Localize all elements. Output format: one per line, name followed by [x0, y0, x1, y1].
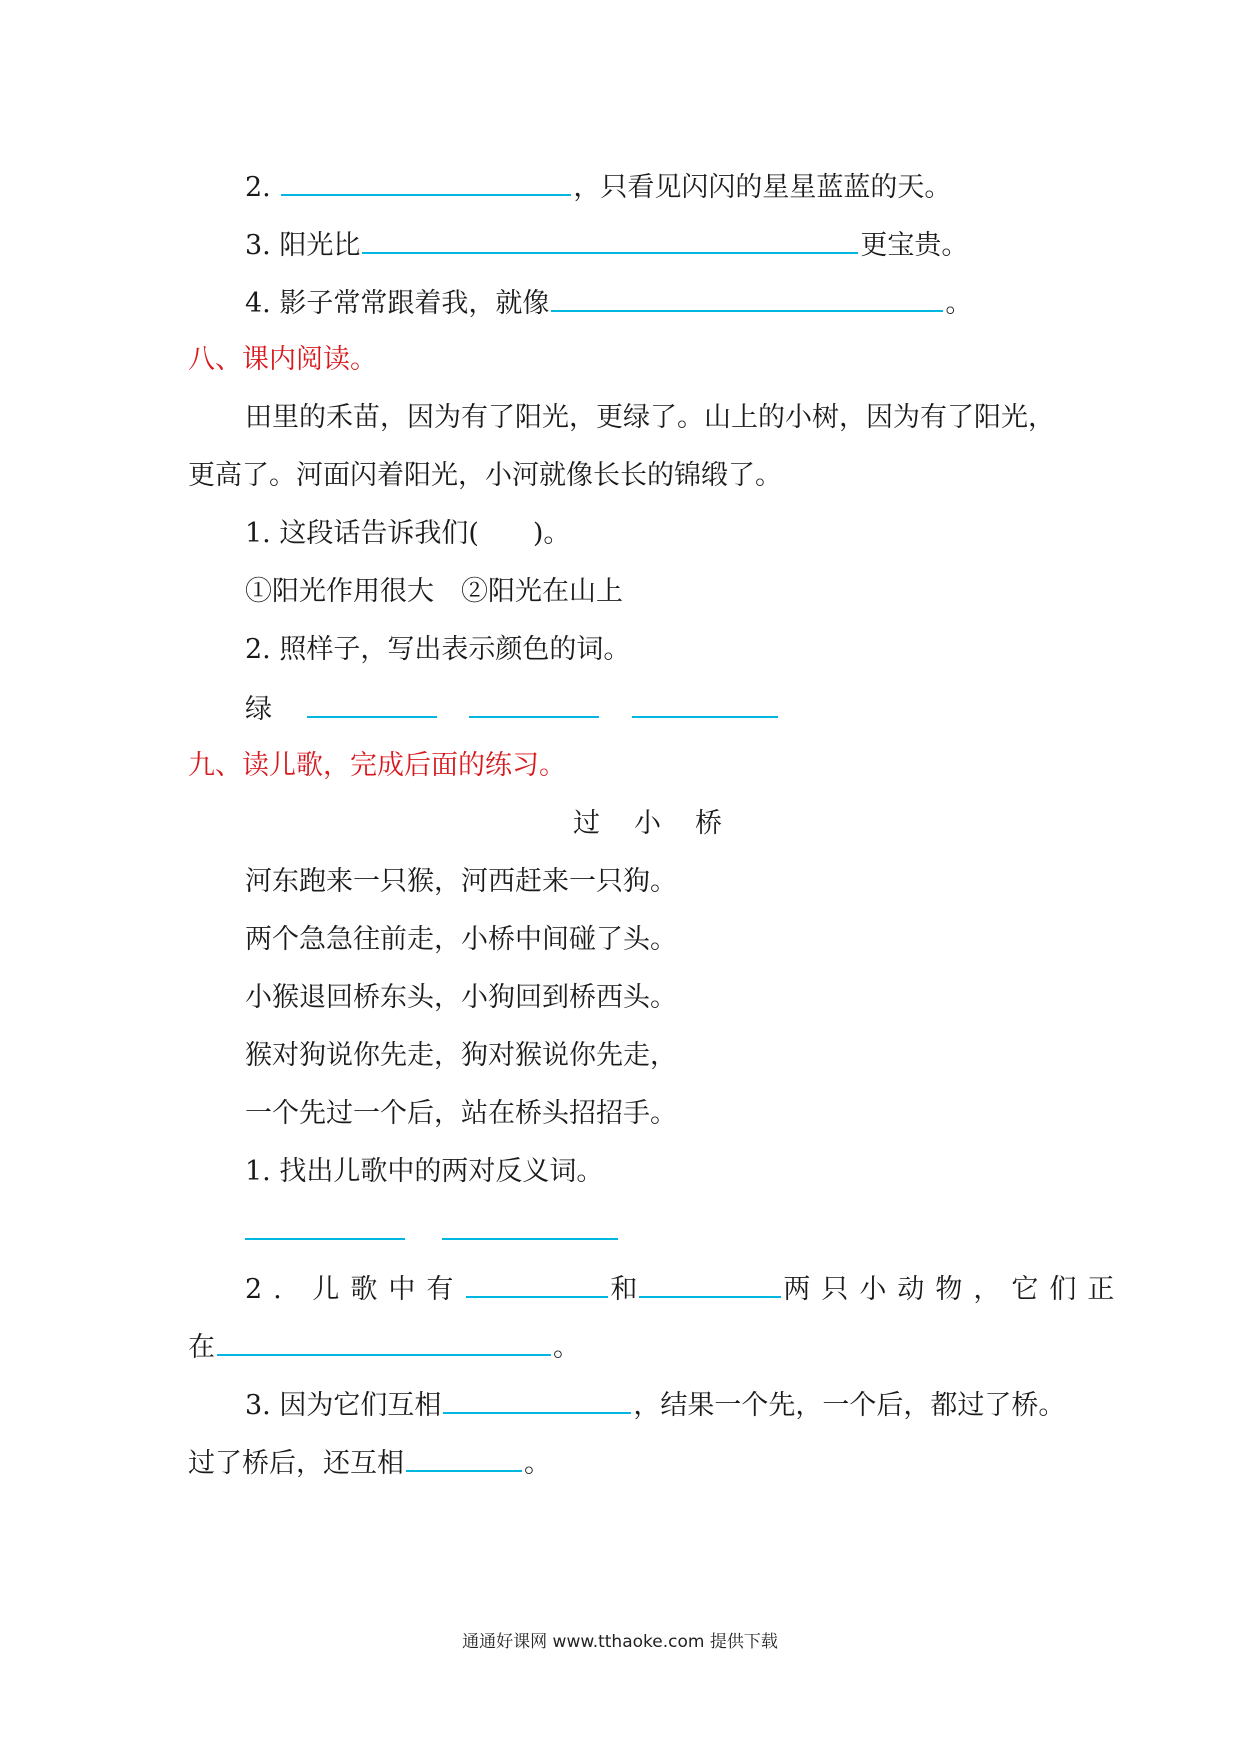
poem-line: 河东跑来一只猴，河西赶来一只狗。 [245, 866, 677, 897]
q7-item-2-suffix: ，只看见闪闪的星星蓝蓝的天。 [573, 172, 952, 203]
poem-line: 两个急急往前走，小桥中间碰了头。 [245, 924, 677, 955]
q9-sub-3-line-2 [188, 1444, 551, 1480]
q7-item-3-suffix: 更宝贵。 [860, 230, 969, 261]
q7-item-3-prefix: 3. 阳光比 [245, 230, 361, 261]
q9-sub-2-prefix: 2. 儿歌中有 [245, 1274, 465, 1305]
section-8-heading: 八、课内阅读。 [188, 344, 377, 375]
passage-line-2: 更高了。河面闪着阳光，小河就像长长的锦缎了。 [188, 460, 782, 491]
q9-sub-3-suffix: ，结果一个先，一个后，都过了桥。 [633, 1390, 1066, 1421]
q9-sub-3-line2-prefix: 过了桥后，还互相 [188, 1448, 404, 1479]
answer-blank[interactable] [632, 690, 778, 718]
q9-sub-3 [245, 1386, 1065, 1422]
q9-sub-2-suffix: 两只小动物，它们正 [783, 1274, 1126, 1305]
q9-sub-2-line-2 [188, 1328, 580, 1364]
q9-sub-2-line2-suffix: 。 [553, 1332, 580, 1363]
answer-blank[interactable] [466, 1270, 608, 1298]
answer-blank[interactable] [245, 1212, 405, 1240]
passage-line-1: 田里的禾苗，因为有了阳光，更绿了。山上的小树，因为有了阳光， [245, 402, 1055, 433]
q9-sub-1: 1. 找出儿歌中的两对反义词。 [245, 1156, 604, 1187]
poem-line: 猴对狗说你先走，狗对猴说你先走， [245, 1040, 677, 1071]
q9-antonym-blanks [245, 1212, 620, 1248]
answer-blank[interactable] [551, 284, 943, 312]
answer-blank[interactable] [443, 1386, 631, 1414]
q7-item-2-prefix: 2. [245, 172, 271, 203]
example-word: 绿 [245, 694, 272, 725]
q9-sub-2-and: 和 [610, 1274, 638, 1305]
q7-item-4-suffix: 。 [945, 288, 973, 319]
answer-blank[interactable] [362, 226, 858, 254]
q8-color-words [245, 690, 780, 726]
q8-sub-2: 2. 照样子，写出表示颜色的词。 [245, 634, 631, 665]
q7-item-4-prefix: 4. 影子常常跟着我，就像 [245, 288, 550, 319]
answer-blank[interactable] [307, 690, 437, 718]
answer-blank[interactable] [442, 1212, 618, 1240]
q7-item-2 [245, 168, 951, 204]
q9-sub-3-line2-suffix: 。 [524, 1448, 551, 1479]
section-9-heading: 九、读儿歌，完成后面的练习。 [188, 750, 566, 781]
answer-blank[interactable] [406, 1444, 522, 1472]
q9-sub-2 [245, 1270, 1125, 1306]
answer-blank[interactable] [639, 1270, 781, 1298]
poem-line: 一个先过一个后，站在桥头招招手。 [245, 1098, 677, 1129]
poem-title: 过小桥 [573, 808, 756, 839]
answer-blank[interactable] [217, 1328, 551, 1356]
answer-blank[interactable] [469, 690, 599, 718]
q9-sub-2-line2-prefix: 在 [188, 1332, 215, 1363]
q7-item-4 [245, 284, 972, 320]
q9-sub-3-prefix: 3. 因为它们互相 [245, 1390, 442, 1421]
footer-credit: 通通好课网 www.tthaoke.com 提供下载 [462, 1632, 778, 1652]
poem-line: 小猴退回桥东头，小狗回到桥西头。 [245, 982, 677, 1013]
q7-item-3 [245, 226, 968, 262]
q8-sub-1: 1. 这段话告诉我们( )。 [245, 518, 571, 549]
answer-blank[interactable] [281, 168, 571, 196]
q8-options: ①阳光作用很大 ②阳光在山上 [245, 576, 623, 607]
